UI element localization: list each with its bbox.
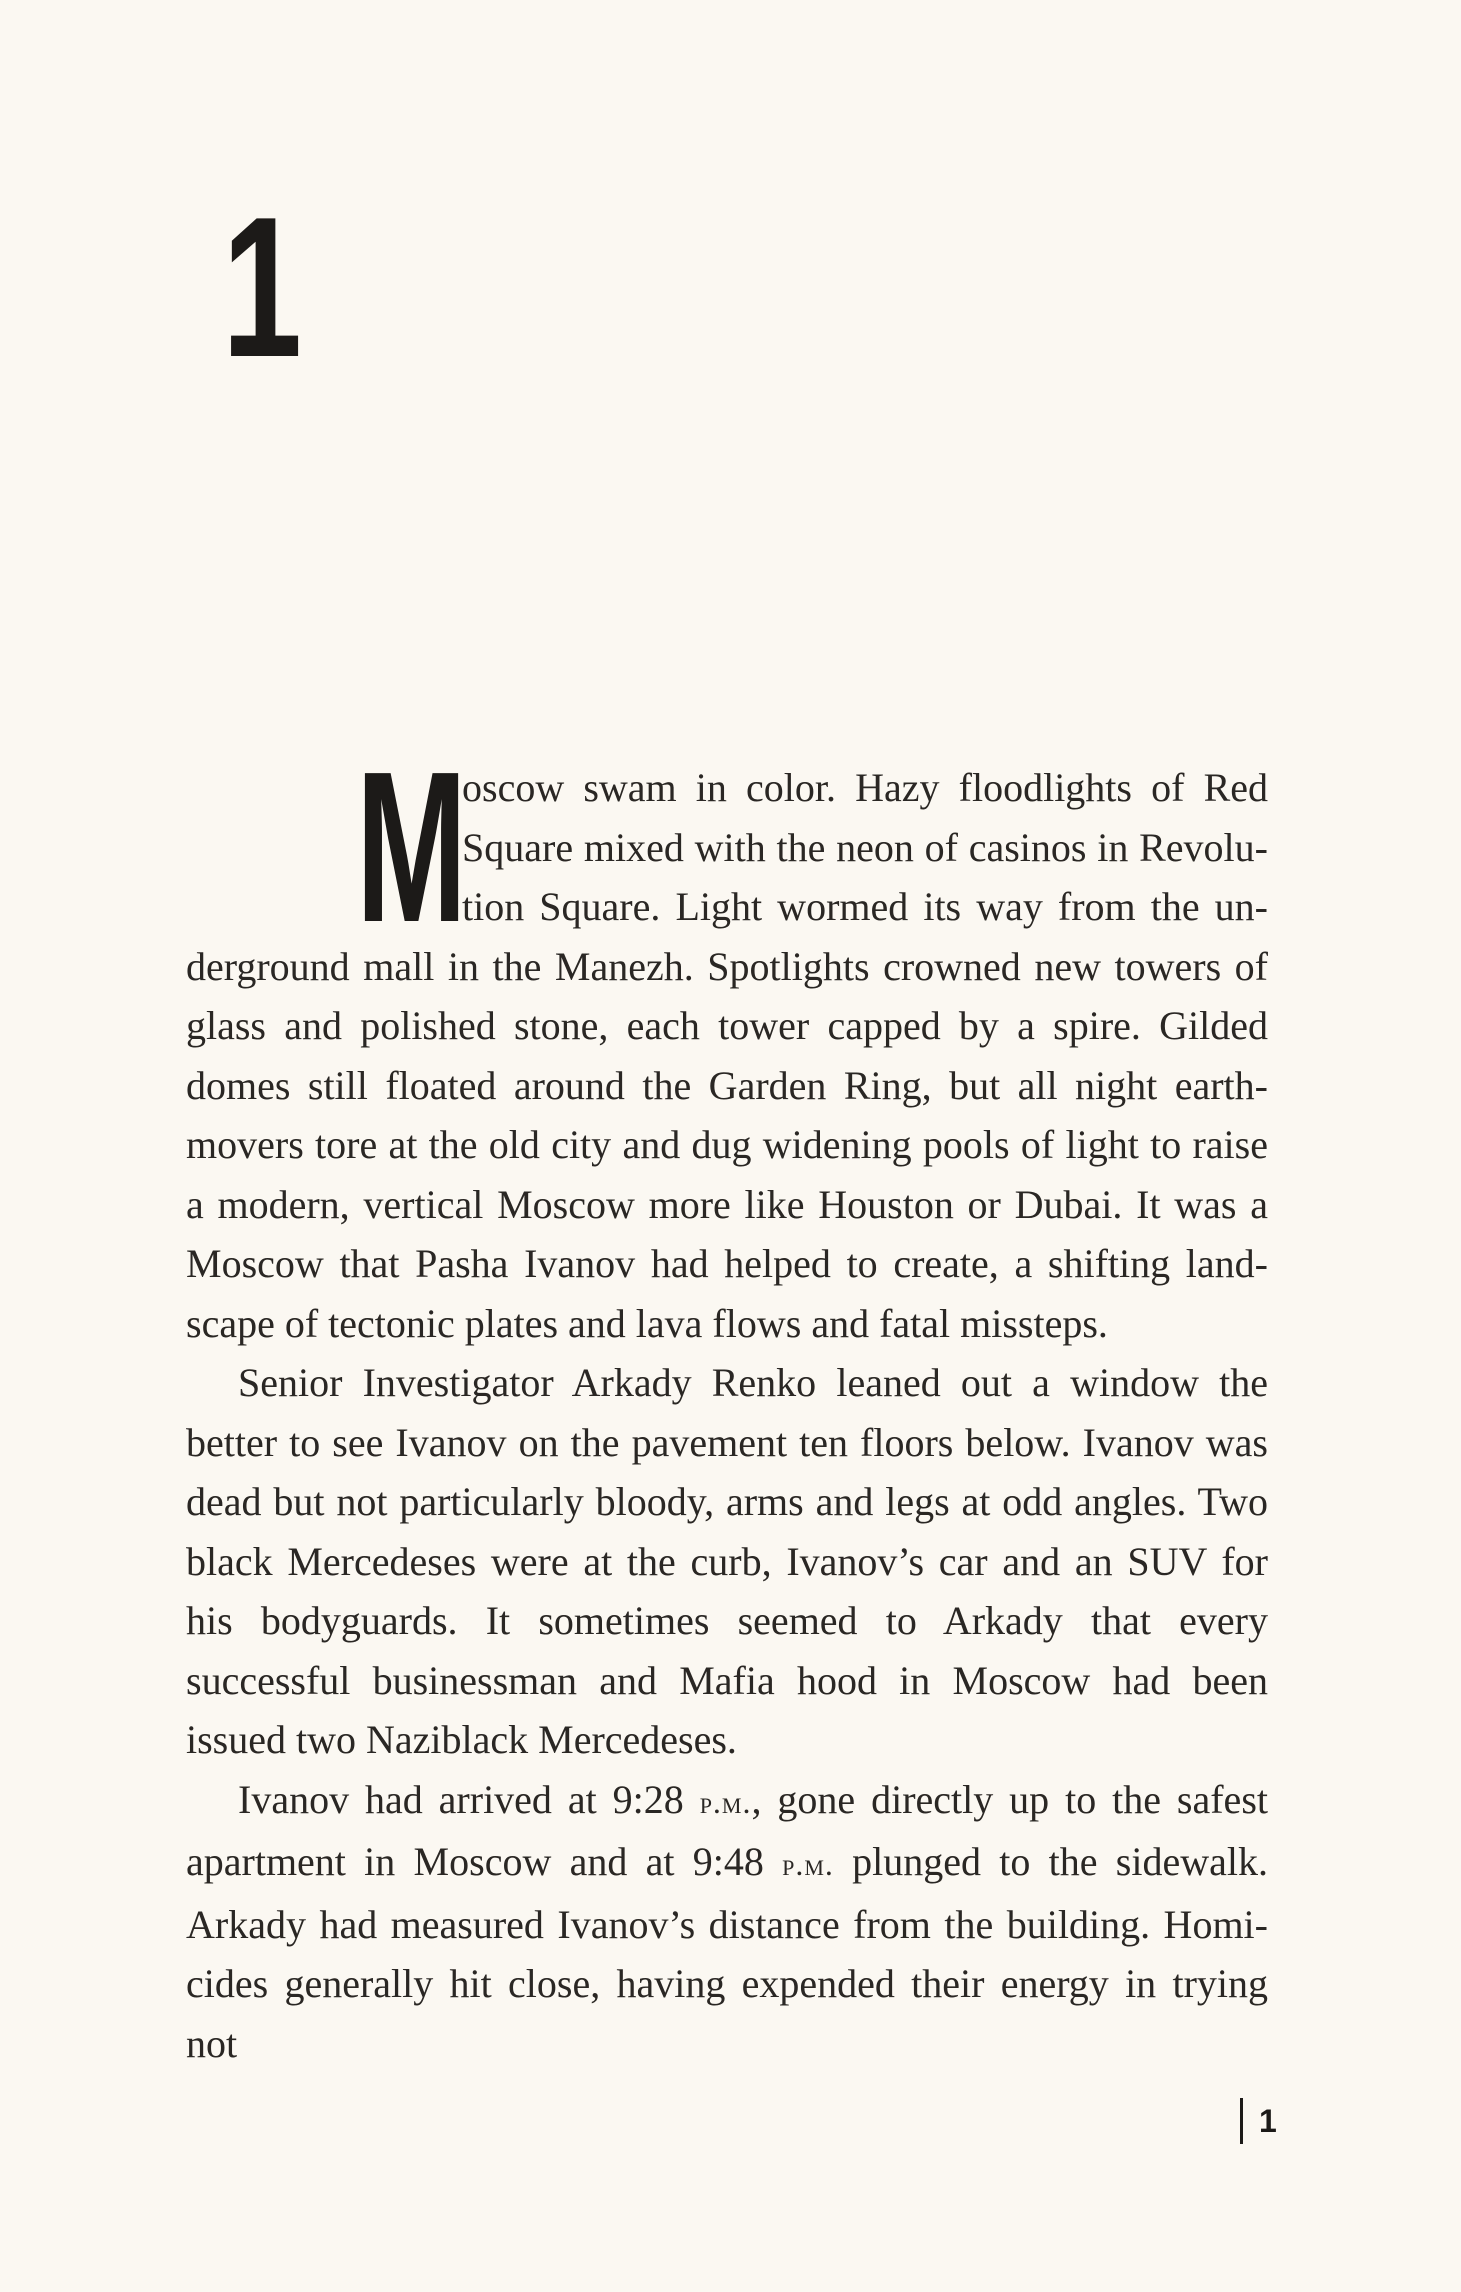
drop-cap: M [356, 726, 468, 967]
time-marker: p.m. [699, 1783, 752, 1820]
page-folio [1240, 2098, 1277, 2144]
paragraph-3-text-b: , gone directly up to the safest apartment in Moscow and at 9:48 [186, 1776, 1268, 1884]
paragraph-3 [186, 1770, 1268, 2074]
paragraph-1-text: oscow swam in color. Hazy floodlights of Red Square mixed with the neon of casinos in Revolution Square. Light wormed its way from the underground mall in the Manezh. Spotlights crowned new towers of glass and polished stone, each tower capped by a spire. Gilded domes still floated around the Garden Ring, but all night earthmovers tore at the old city and dug widening pools of light to raise a modern, vertical Moscow more like Houston or Dubai. It was a Moscow that Pasha Ivanov had helped to create, a shifting landscape of tectonic plates and lava flows and fatal missteps. [186, 765, 1268, 1346]
paragraph-3-text-a: Ivanov had arrived at 9:28 [238, 1776, 700, 1822]
folio-rule [1240, 2098, 1243, 2144]
body-text [186, 726, 1268, 2073]
paragraph-2: Senior Investigator Arkady Renko leaned out a window the better to see Ivanov on the pavement ten floors below. Ivanov was dead but not particularly bloody, arms and legs at odd angles. Two black Mercedeses were at the curb, Ivanov’s car and an SUV for his bodyguards. It sometimes seemed to Arkady that every successful businessman and Mafia hood in Moscow had been issued two Naziblack Mercedeses. [186, 1360, 1268, 1762]
paragraph-3-text-c: plunged to the sidewalk. Arkady had measured Ivanov’s distance from the building. Homicides generally hit close, having expended their energy in trying not [186, 1839, 1268, 2066]
chapter-number: 1 [222, 176, 300, 399]
time-marker: p.m. [782, 1846, 834, 1882]
page-number: 1 [1259, 2102, 1277, 2139]
paragraph-1 [186, 726, 1268, 1353]
